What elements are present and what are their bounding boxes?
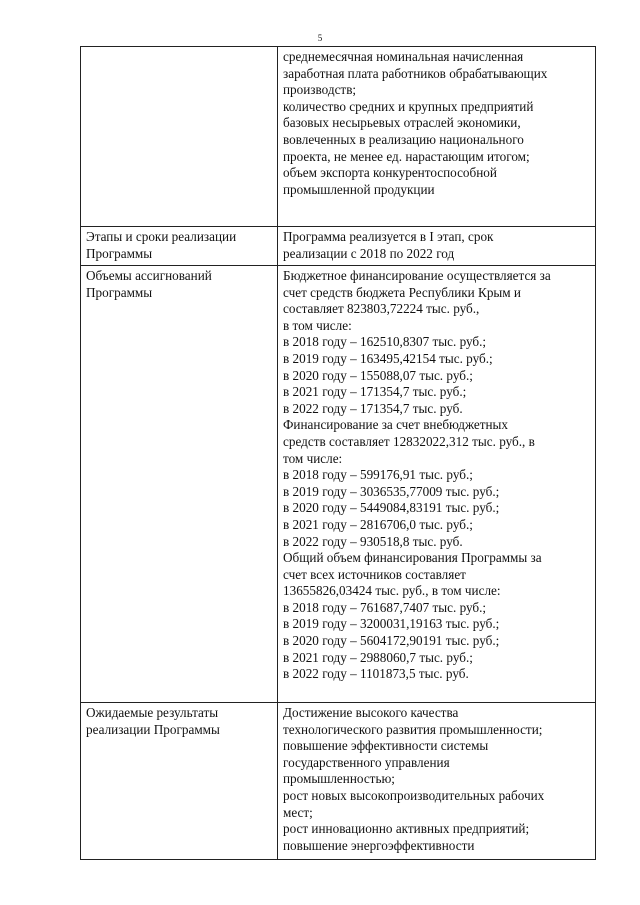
- program-passport-table: [80, 46, 596, 860]
- row-label-line: Ожидаемые результаты: [86, 705, 219, 720]
- row-content-line: счет всех источников составляет: [283, 566, 466, 582]
- row-content-line: в 2018 году – 761687,7407 тыс. руб.;: [283, 599, 487, 615]
- row-content-line: в 2019 году – 3200031,19163 тыс. руб.;: [283, 616, 500, 632]
- row-content-line: объем экспорта конкурентоспособной: [283, 165, 497, 181]
- row-content-line: Программа реализуется в I этап, срок: [283, 229, 494, 244]
- row-content-line: в том числе:: [283, 317, 352, 333]
- row-label-line: Этапы и сроки реализации: [86, 229, 237, 244]
- row-label-cell: [81, 47, 278, 227]
- row-content-cell: [278, 227, 596, 266]
- row-content-line: 13655826,03424 тыс. руб., в том числе:: [283, 583, 501, 599]
- row-label-cell: [81, 703, 278, 860]
- row-content-cell: [278, 47, 596, 227]
- row-content-line: проекта, не менее ед. нарастающим итогом;: [283, 148, 530, 164]
- row-content-line: в 2019 году – 163495,42154 тыс. руб.;: [283, 350, 493, 366]
- table-row: [81, 227, 596, 266]
- row-content-line: Финансирование за счет внебюджетных: [283, 417, 509, 433]
- row-content-line: реализации с 2018 по 2022 год: [283, 245, 455, 261]
- row-content-line: Бюджетное финансирование осуществляется за: [283, 268, 551, 283]
- row-content-line: Достижение высокого качества: [283, 705, 459, 720]
- row-content-line: в 2022 году – 930518,8 тыс. руб.: [283, 533, 463, 549]
- row-content-line: том числе:: [283, 450, 343, 466]
- row-label-line: Программы: [86, 284, 153, 300]
- row-content-line: количество средних и крупных предприятий: [283, 98, 534, 114]
- row-content-line: промышленной продукции: [283, 181, 435, 197]
- row-content-line: в 2018 году – 162510,8307 тыс. руб.;: [283, 334, 487, 350]
- table-row: [81, 703, 596, 860]
- row-content-line: в 2022 году – 1101873,5 тыс. руб.: [283, 666, 469, 682]
- row-label-cell: [81, 227, 278, 266]
- row-content-line: в 2020 году – 155088,07 тыс. руб.;: [283, 367, 473, 383]
- table-row: [81, 47, 596, 227]
- row-content-line: в 2020 году – 5449084,83191 тыс. руб.;: [283, 500, 500, 516]
- row-label-line: реализации Программы: [86, 721, 220, 737]
- row-content-line: заработная плата работников обрабатывающих: [283, 65, 548, 81]
- row-content-line: производств;: [283, 82, 357, 98]
- row-content-line: счет средств бюджета Республики Крым и: [283, 284, 521, 300]
- row-content-line: среднемесячная номинальная начисленная: [283, 49, 524, 64]
- page-number: 5: [317, 33, 323, 43]
- row-content-line: промышленностью;: [283, 771, 395, 787]
- row-content-line: Общий объем финансирования Программы за: [283, 550, 542, 566]
- row-content-line: в 2019 году – 3036535,77009 тыс. руб.;: [283, 483, 500, 499]
- row-label-line: Объемы ассигнований: [86, 268, 212, 283]
- row-label-cell: [81, 266, 278, 703]
- row-content-line: мест;: [283, 804, 313, 820]
- row-content-line: рост инновационно активных предприятий;: [283, 821, 530, 837]
- row-content-line: государственного управления: [283, 754, 450, 770]
- row-content-line: в 2018 году – 599176,91 тыс. руб.;: [283, 467, 473, 483]
- row-content-line: средств составляет 12832022,312 тыс. руб., в: [283, 433, 535, 449]
- row-content-line: составляет 823803,72224 тыс. руб.,: [283, 301, 480, 317]
- row-content-line: в 2021 году – 2816706,0 тыс. руб.;: [283, 516, 473, 532]
- row-content-line: в 2022 году – 171354,7 тыс. руб.: [283, 400, 463, 416]
- row-content-line: повышение эффективности системы: [283, 738, 489, 754]
- row-content-line: в 2021 году – 171354,7 тыс. руб.;: [283, 384, 467, 400]
- table-row: [81, 266, 596, 703]
- row-content-line: в 2021 году – 2988060,7 тыс. руб.;: [283, 649, 473, 665]
- row-content-line: в 2020 году – 5604172,90191 тыс. руб.;: [283, 633, 500, 649]
- row-content-line: повышение энергоэффективности: [283, 837, 475, 853]
- row-content-line: технологического развития промышленности;: [283, 721, 543, 737]
- row-content-cell: [278, 266, 596, 703]
- row-content-line: рост новых высокопроизводительных рабочих: [283, 787, 545, 803]
- row-label-line: Программы: [86, 245, 153, 261]
- row-content-line: вовлеченных в реализацию национального: [283, 131, 524, 147]
- row-content-cell: [278, 703, 596, 860]
- row-content-line: базовых несырьевых отраслей экономики,: [283, 115, 521, 131]
